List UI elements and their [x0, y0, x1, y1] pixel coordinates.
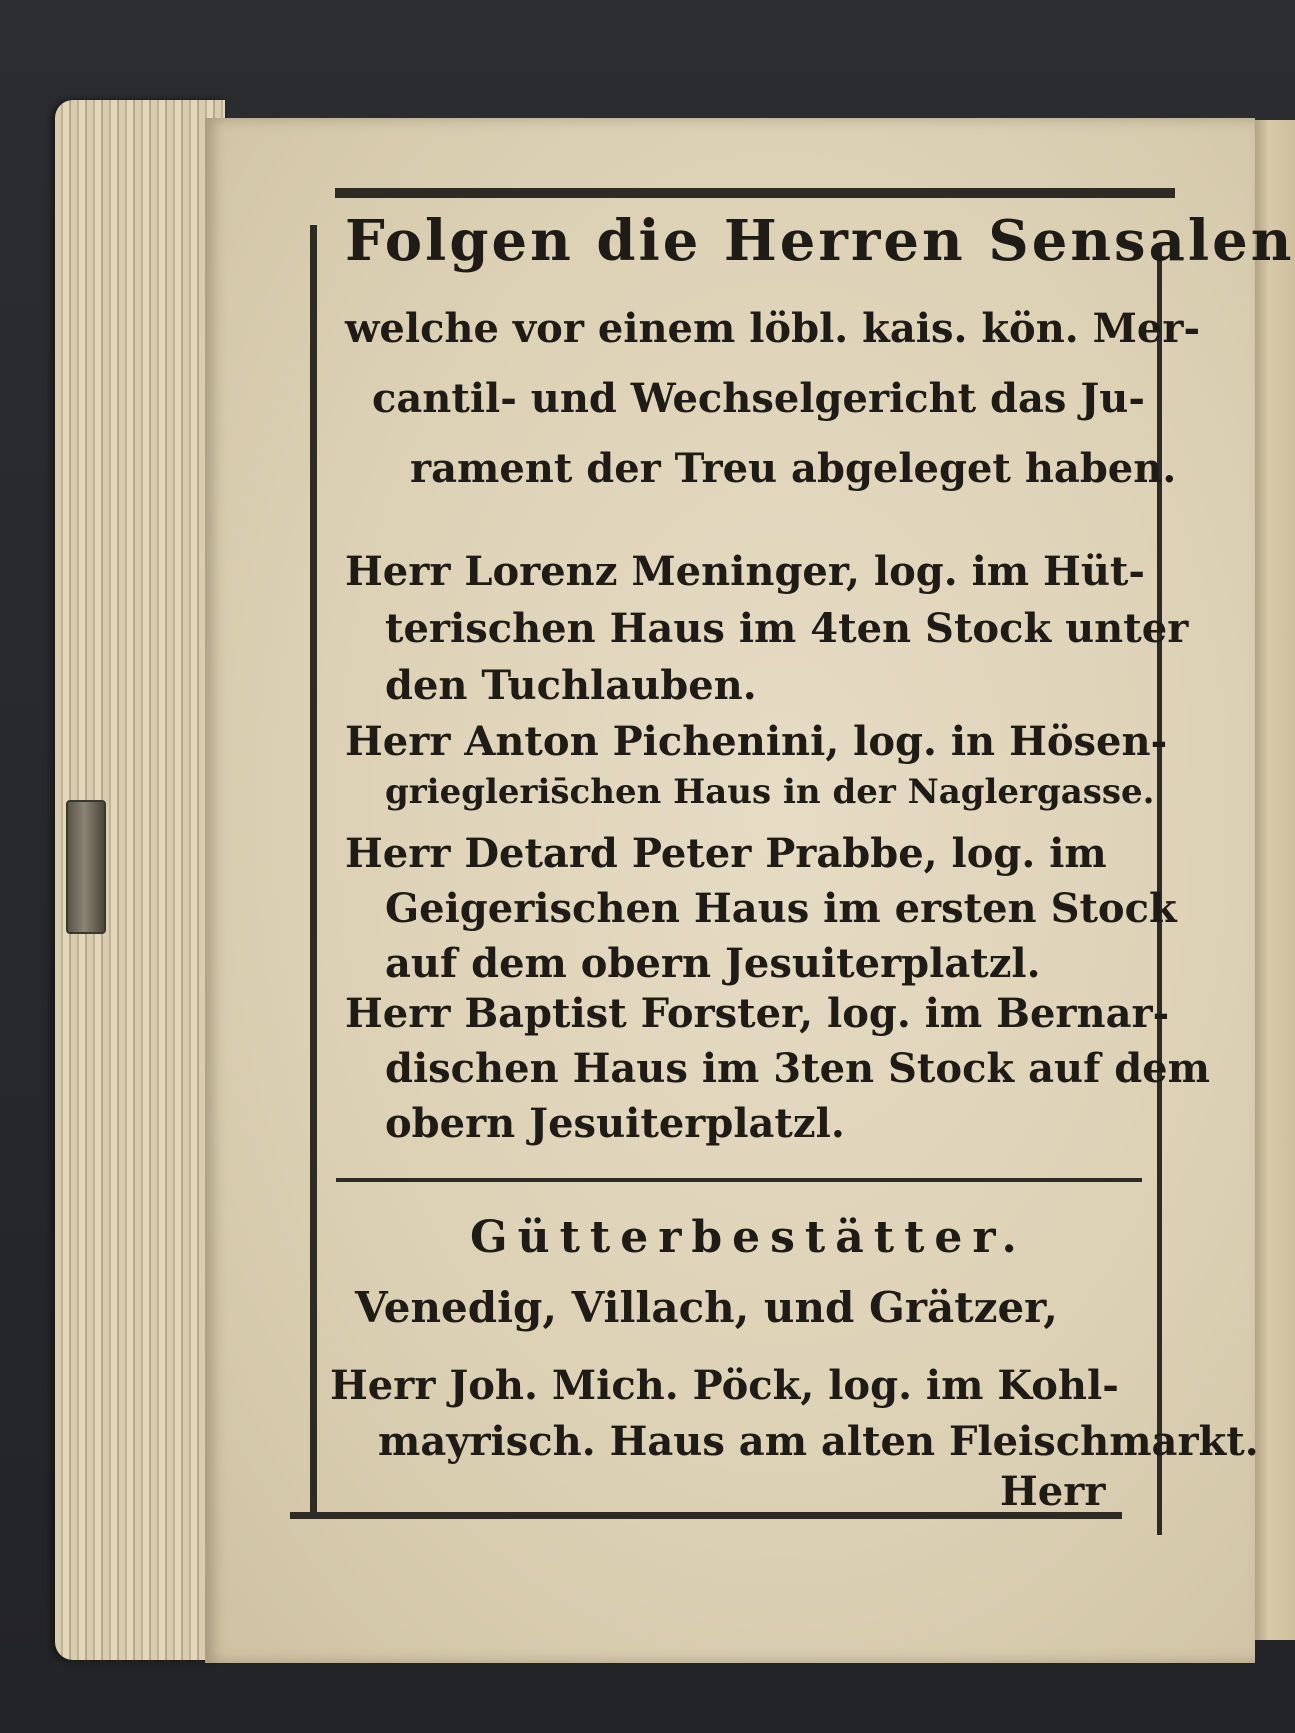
clasp — [66, 800, 106, 934]
page-title: Folgen die Herren Sensalen — [345, 208, 1295, 274]
section-divider — [336, 1178, 1142, 1182]
entry-line: mayrisch. Haus am alten Fleischmarkt. — [378, 1418, 1259, 1465]
section-subtitle: Venedig, Villach, und Grätzer, — [355, 1283, 1058, 1332]
entry-line: dischen Haus im 3ten Stock auf dem — [385, 1045, 1210, 1092]
entry-line: Herr Baptist Forster, log. im Bernar- — [345, 990, 1170, 1037]
entry-line: griegleris̄chen Haus in der Naglergasse. — [385, 772, 1155, 812]
facing-page-edge — [1252, 120, 1295, 1640]
frame-bottom-rule — [290, 1512, 1122, 1519]
entry-line: obern Jesuiterplatzl. — [385, 1100, 845, 1147]
catchword: Herr — [1000, 1468, 1106, 1515]
entry-line: Herr Detard Peter Prabbe, log. im — [345, 830, 1107, 877]
frame-left-rule — [310, 225, 317, 1515]
entry-line: Herr Anton Pichenini, log. in Hösen- — [345, 718, 1168, 765]
entry-line: Herr Joh. Mich. Pöck, log. im Kohl- — [330, 1362, 1119, 1409]
intro-line: welche vor einem löbl. kais. kön. Mer- — [345, 305, 1201, 352]
entry-line: auf dem obern Jesuiterplatzl. — [385, 940, 1041, 987]
intro-line: cantil- und Wechselgericht das Ju- — [372, 375, 1145, 422]
entry-line: Geigerischen Haus im ersten Stock — [385, 885, 1177, 932]
intro-line: rament der Treu abgeleget haben. — [410, 445, 1177, 492]
frame-top-rule — [335, 188, 1175, 198]
entry-line: terischen Haus im 4ten Stock unter — [385, 605, 1189, 652]
section-title: Gütterbestätter. — [470, 1212, 1027, 1263]
entry-line: Herr Lorenz Meninger, log. im Hüt- — [345, 548, 1145, 595]
entry-line: den Tuchlauben. — [385, 662, 757, 709]
